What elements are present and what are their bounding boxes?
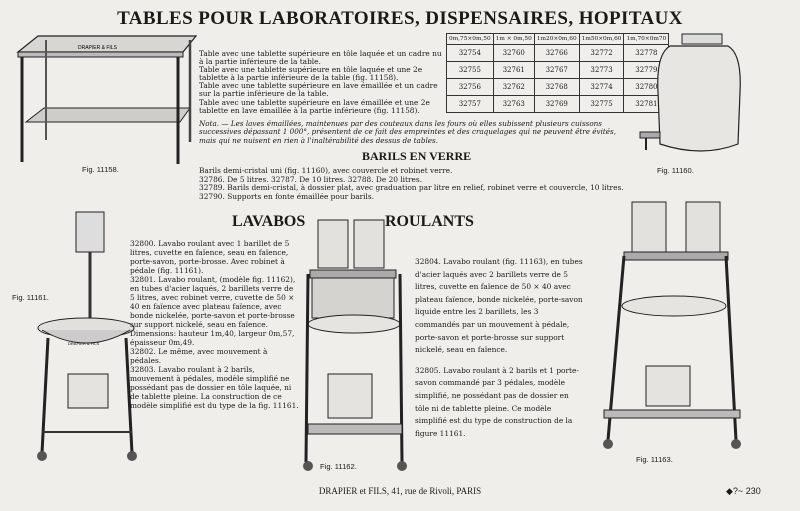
barils-list bbox=[199, 167, 659, 201]
ref-cell: 32756 bbox=[447, 79, 494, 96]
dim-header: 0m,75×0m,50 bbox=[447, 34, 494, 45]
page-number bbox=[726, 486, 761, 497]
item-32802: 32802. Le même, avec mouvement à pédales. bbox=[130, 347, 268, 365]
ref-cell: 32779 bbox=[624, 62, 669, 79]
ref-cell: 32778 bbox=[624, 45, 669, 62]
lavabo-col2 bbox=[415, 256, 585, 440]
table-desc-2: Table avec une tablette supérieure en tôle laquée et une 2e tablette à la partie inférieure de la table (fig. 11158). bbox=[199, 65, 423, 83]
ref-cell: 32774 bbox=[579, 79, 624, 96]
item-dimensions: Dimensions: hauteur 1m,40, largeur 0m,57, épaisseur 0m,49. bbox=[130, 329, 295, 347]
enamel-note: Nota. — Les laves émaillées, maintenues par des couteaux dans les fours où elles subissent plusieurs cuissons successives dépassant 1 000°, présentent de ce fait des empreintes et des craquelages qui ne peuvent être évités, mais qui ne nuisent en rien à l'inaltérabilité des dessus de tables. bbox=[199, 119, 617, 145]
table-desc-3: Table avec une tablette supérieure en lave émaillée et un cadre sur la partie inférieure de la table. bbox=[199, 81, 438, 99]
item-32801: 32801. Lavabo roulant, (modèle fig. 11162), en tubes d'acier laqués, 2 barillets verre de 5 litres, avec robinet verre, cuvette de 50 × 40 en faïence avec plateau faïence, avec bonde nickelée, porte-savon et porte-brosse sur support nickelé, seau en faïence. bbox=[130, 275, 296, 329]
barils-line-3: 32789. Barils demi-cristal, à dossier plat, avec graduation par litre en relief, robinet verre et couvercle, 10 litres. bbox=[199, 183, 624, 193]
barils-line-1: Barils demi-cristal uni (fig. 11160), avec couvercle et robinet verre. bbox=[199, 166, 453, 175]
table-desc-4: Table avec une tablette supérieure en lave émaillée et une 2e tablette en lave émaillée à la partie inférieure (fig. 11158). bbox=[199, 97, 430, 115]
item-32800: 32800. Lavabo roulant avec 1 barillet de 5 litres, cuvette en faïence, seau en faïence, porte-savon, porte-brosse. Avec robinet à pédale (fig. 11161). bbox=[130, 239, 290, 275]
table-maker-label: DRAPIER & FILS bbox=[78, 45, 117, 51]
page-title: TABLES POUR LABORATOIRES, DISPENSAIRES, HOPITAUX bbox=[117, 8, 683, 29]
ref-cell: 32769 bbox=[534, 96, 579, 113]
fig-11162-caption: Fig. 11162. bbox=[320, 462, 357, 471]
ref-cell: 32763 bbox=[493, 96, 534, 113]
fig-11158-caption: Fig. 11158. bbox=[82, 165, 119, 174]
dim-header: 1m,70×0m70 bbox=[624, 34, 669, 45]
fig-11160-caption: Fig. 11160. bbox=[657, 166, 694, 175]
dim-header: 1m50×0m,60 bbox=[579, 34, 624, 45]
dim-header: 1m × 0m,50 bbox=[493, 34, 534, 45]
table-descriptions bbox=[199, 50, 445, 115]
ref-cell: 32767 bbox=[534, 62, 579, 79]
ref-cell: 32755 bbox=[447, 62, 494, 79]
lab-table-illustration bbox=[8, 32, 198, 172]
ref-cell: 32754 bbox=[447, 45, 494, 62]
barils-title: BARILS EN VERRE bbox=[362, 149, 472, 163]
ref-cell: 32772 bbox=[579, 45, 624, 62]
ref-cell: 32766 bbox=[534, 45, 579, 62]
footer-address: DRAPIER et FILS, 41, rue de Rivoli, PARIS bbox=[318, 486, 482, 496]
ref-cell: 32757 bbox=[447, 96, 494, 113]
ref-cell: 32773 bbox=[579, 62, 624, 79]
glass-jar-illustration bbox=[630, 32, 748, 162]
lavabo-11163-illustration bbox=[594, 196, 744, 452]
item-32803: 32803. Lavabo roulant à 2 barils, mouvement à pédales, modèle simplifié ne possédant pas de dossier en tôle laquée, ni de tablette pleine. La construction de ce modèle simplifié est du type de la fig. 11161. bbox=[130, 365, 299, 410]
dim-header: 1m20×0m,60 bbox=[534, 34, 579, 45]
lavabos-title-left: LAVABOS bbox=[232, 213, 306, 230]
fig-11161-caption: Fig. 11161. bbox=[12, 293, 49, 302]
page-number-text: 230 bbox=[745, 486, 761, 496]
fig-11163-caption: Fig. 11163. bbox=[636, 455, 673, 464]
ref-cell: 32768 bbox=[534, 79, 579, 96]
item-32804: 32804. Lavabo roulant (fig. 11163), en tubes d'acier laqués avec 2 barillets verre de 5 litres, cuvette en faïence de 50 × 40 avec plateau faïence, bonde nickelée, porte-savon liquide entre les 2 barillets, les 3 commandés par un mouvement à pédale, porte-savon et porte-brosse sur support nickelé, seau en faïence. bbox=[415, 257, 583, 355]
ref-cell: 32760 bbox=[493, 45, 534, 62]
barils-line-4: 32790. Supports en fonte émaillée pour barils. bbox=[199, 191, 375, 201]
footer-mark: ◆?~ bbox=[726, 486, 744, 496]
barils-line-2: 32786. De 5 litres. 32787. De 10 litres. 32788. De 20 litres. bbox=[199, 174, 423, 184]
lavabo-maker-label: DRAPIER & FILS bbox=[68, 341, 100, 346]
table-desc-1: Table avec une tablette supérieure en tôle laquée et un cadre nu à la partie inférieure de la table. bbox=[199, 49, 442, 67]
ref-cell: 32781 bbox=[624, 96, 669, 113]
item-32805: 32805. Lavabo roulant à 2 barils et 1 porte-savon commandé par 3 pédales, modèle simplifié, ne possédant pas de dossier en tôle ni de tablette pleine. Ce modèle simplifié est du type de construction de la figure 11161. bbox=[415, 365, 579, 438]
ref-cell: 32775 bbox=[579, 96, 624, 113]
ref-cell: 32761 bbox=[493, 62, 534, 79]
ref-cell: 32780 bbox=[624, 79, 669, 96]
lavabo-11161-illustration bbox=[28, 208, 146, 466]
lavabo-col1 bbox=[130, 239, 300, 410]
lavabo-11162-illustration bbox=[296, 214, 414, 476]
lavabos-title-right: ROULANTS bbox=[385, 213, 474, 230]
ref-cell: 32762 bbox=[493, 79, 534, 96]
